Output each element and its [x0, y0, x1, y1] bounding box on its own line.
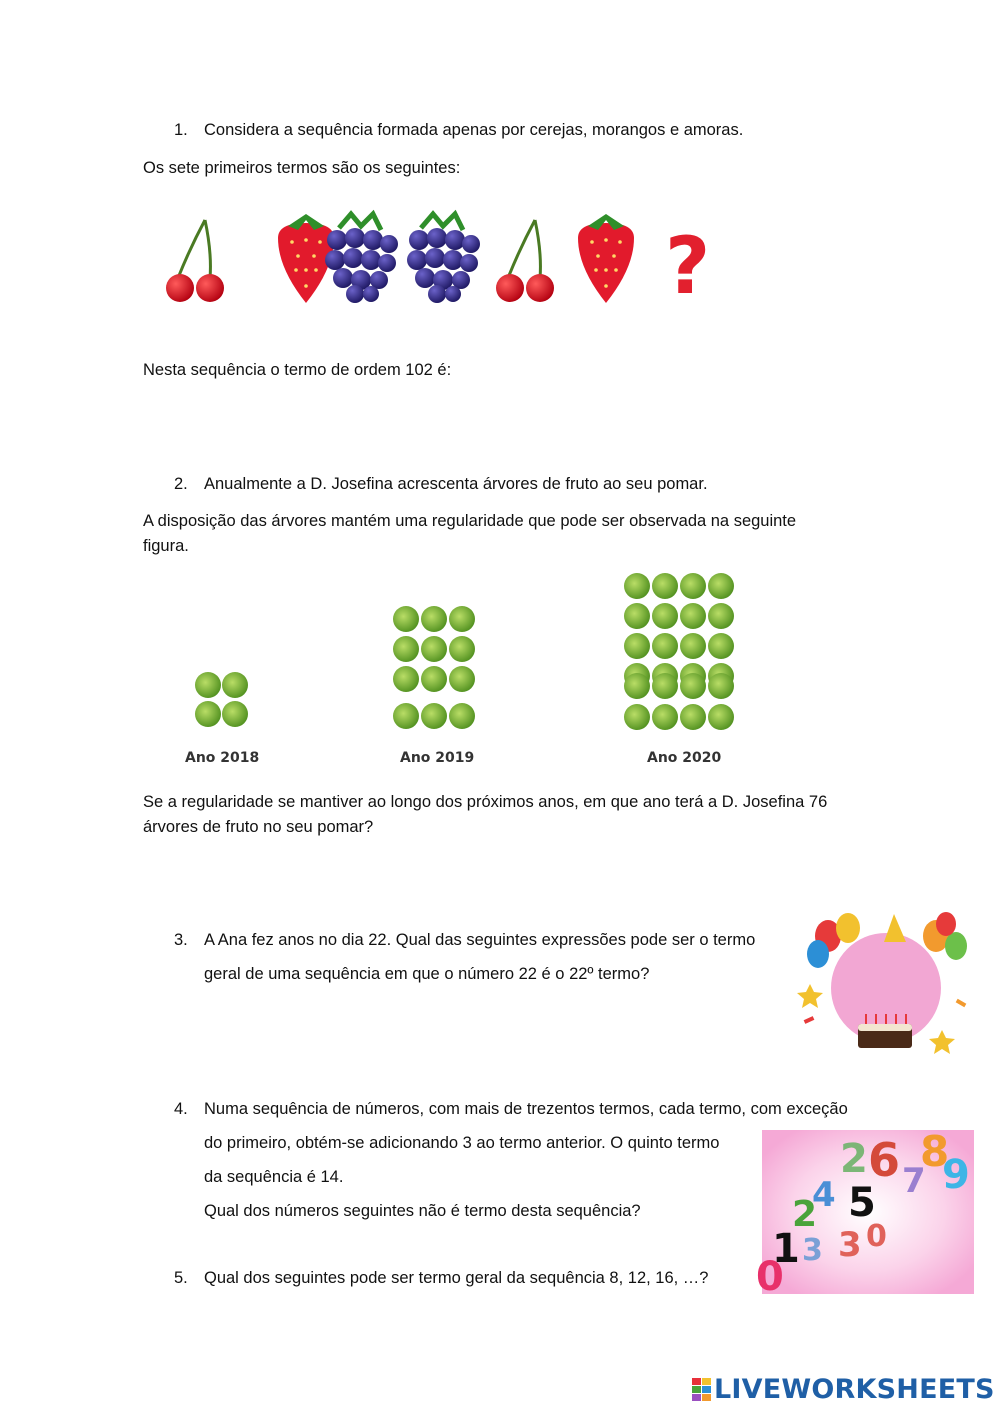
q3-line1: A Ana fez anos no dia 22. Qual das seguintes expressões pode ser o termo [204, 931, 756, 949]
q3-number: 3. [174, 931, 188, 949]
q4-line1: Numa sequência de números, com mais de trezentos termos, cada termo, com exceção [204, 1100, 848, 1118]
q5-number: 5. [174, 1269, 188, 1287]
orchard-2018 [185, 672, 259, 766]
numbers-illustration [752, 1126, 977, 1296]
q1-text: Considera a sequência formada apenas por cerejas, morangos e amoras. [204, 121, 744, 139]
svg-text:8: 8 [920, 1127, 950, 1176]
q2-question-line2: árvores de fruto no seu pomar? [143, 818, 374, 836]
orchard-2020 [624, 573, 734, 766]
q3-line2: geral de uma sequência em que o número 22 é o 22º termo? [204, 965, 650, 983]
svg-text:2: 2 [840, 1136, 868, 1182]
orchard-2019-label: Ano 2019 [400, 750, 475, 766]
blackberry-icon [407, 214, 480, 303]
q1-intro: Os sete primeiros termos são os seguintes: [143, 159, 461, 177]
svg-text:0: 0 [866, 1219, 887, 1254]
q5-text: Qual dos seguintes pode ser termo geral da sequência 8, 12, 16, …? [204, 1269, 709, 1287]
q4-line3: da sequência é 14. [204, 1168, 344, 1186]
orchard-2020-label: Ano 2020 [647, 750, 722, 766]
birthday-illustration [796, 906, 976, 1056]
orchard-figure [160, 568, 800, 778]
logo-text: LIVEWORKSHEETS [714, 1374, 995, 1405]
q2-question-line1: Se a regularidade se mantiver ao longo dos próximos anos, em que ano terá a D. Josefina 76 [143, 793, 828, 811]
fruit-sequence [150, 208, 750, 318]
orchard-2019 [393, 606, 475, 766]
q2-intro-line2: figura. [143, 537, 189, 555]
svg-text:1: 1 [772, 1226, 800, 1272]
blackberry-icon [325, 214, 398, 303]
q4-line2: do primeiro, obtém-se adicionando 3 ao termo anterior. O quinto termo [204, 1134, 720, 1152]
q2-text: Anualmente a D. Josefina acrescenta árvores de fruto ao seu pomar. [204, 475, 708, 493]
svg-text:5: 5 [848, 1180, 876, 1226]
svg-text:4: 4 [812, 1175, 836, 1215]
svg-text:2: 2 [792, 1194, 818, 1235]
orchard-2018-label: Ano 2018 [185, 750, 260, 766]
q2-number: 2. [174, 475, 188, 493]
q1-number: 1. [174, 121, 188, 139]
q2-intro-line1: A disposição das árvores mantém uma regularidade que pode ser observada na seguinte [143, 512, 797, 530]
liveworksheets-logo [692, 1374, 995, 1405]
svg-text:3: 3 [838, 1225, 862, 1265]
svg-text:6: 6 [868, 1133, 901, 1187]
logo-icon [692, 1378, 712, 1402]
cherry-icon [166, 220, 224, 302]
question-mark-icon: ? [665, 222, 711, 312]
cherry-icon [496, 220, 554, 302]
svg-text:3: 3 [802, 1233, 823, 1268]
svg-text:9: 9 [942, 1152, 970, 1198]
svg-text:7: 7 [902, 1161, 926, 1201]
strawberry-icon [578, 214, 634, 303]
q4-number: 4. [174, 1100, 188, 1118]
svg-text:0: 0 [756, 1254, 784, 1296]
q1-prompt: Nesta sequência o termo de ordem 102 é: [143, 361, 452, 379]
q4-line4: Qual dos números seguintes não é termo desta sequência? [204, 1202, 641, 1220]
